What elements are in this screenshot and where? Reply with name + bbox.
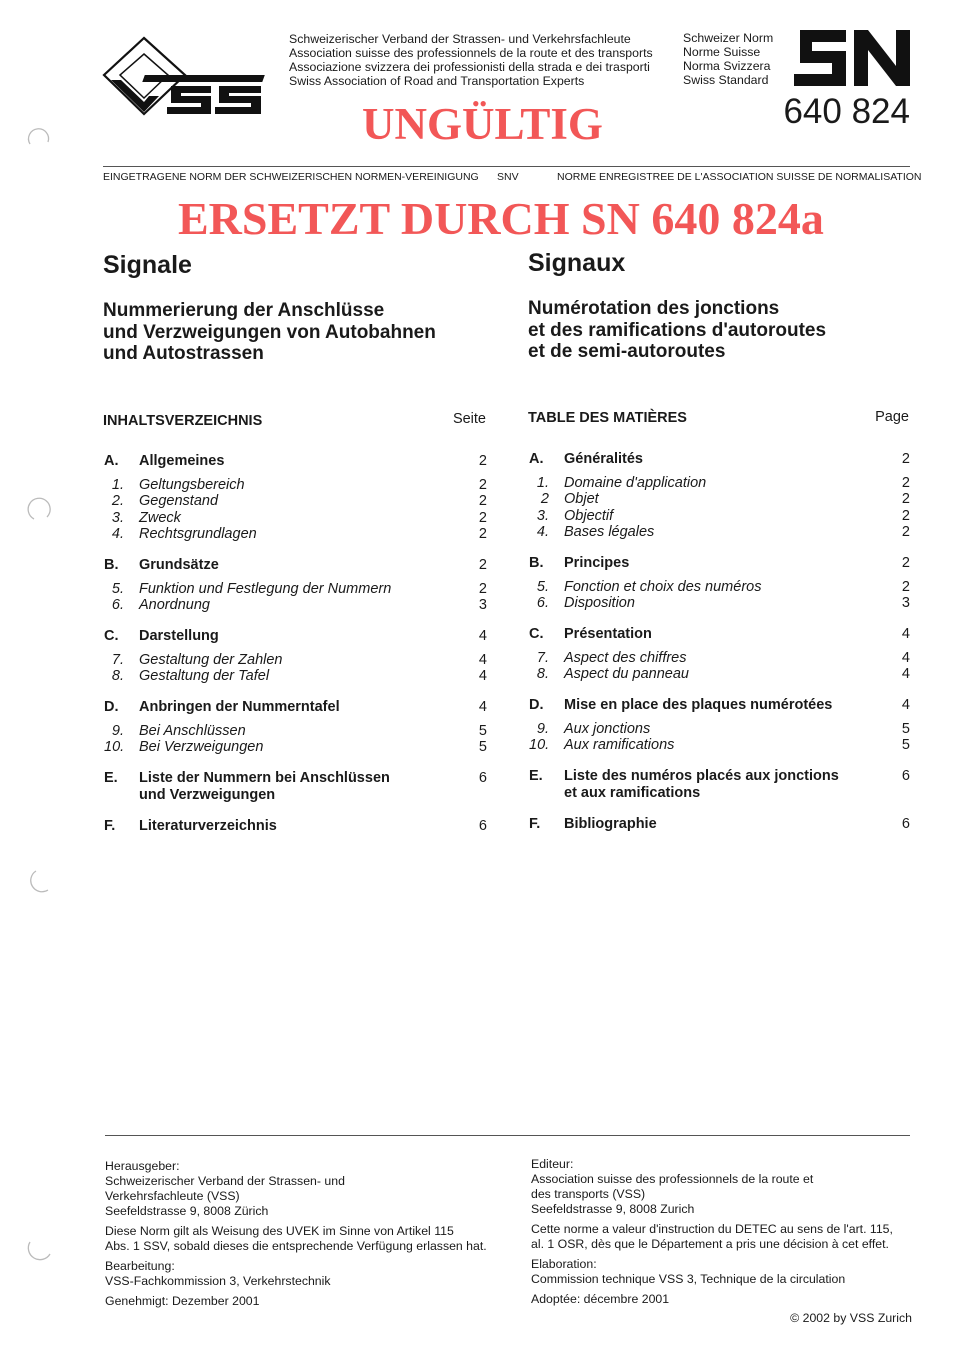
approval-date: Genehmigt: Dezember 2001: [105, 1294, 260, 1308]
sn-logo-n: [854, 30, 910, 86]
item-page: 2: [901, 474, 910, 491]
section-title: Présentation: [564, 626, 652, 642]
publisher-label: Herausgeber:: [105, 1159, 180, 1173]
toc-item: [529, 721, 910, 738]
toc-section-heading: [104, 628, 487, 645]
publisher-label: Editeur:: [531, 1157, 574, 1171]
vss-logo-swoosh-top: [142, 75, 265, 82]
document-subtitle-fr: [528, 298, 826, 363]
item-number: 7.: [536, 649, 549, 666]
norm-type-de: Schweizer Norm: [683, 31, 774, 45]
editing-text: VSS-Fachkommission 3, Verkehrstechnik: [105, 1274, 331, 1288]
item-title: Fonction et choix des numéros: [564, 578, 762, 595]
section-letter: E.: [529, 768, 543, 784]
item-number: 3.: [111, 509, 124, 526]
item-page: 5: [478, 722, 487, 739]
subtitle-line: Nummerierung der Anschlüsse: [103, 300, 385, 321]
editing-block: [531, 1257, 911, 1287]
toc-section-heading: [104, 699, 487, 716]
section-title: Mise en place des plaques numérotées: [564, 697, 833, 713]
item-number: 7.: [111, 651, 124, 668]
toc-section-c: [529, 626, 910, 683]
publisher-line: Schweizerischer Verband der Strassen- und: [105, 1174, 345, 1188]
section-title-line-2: und Verzweigungen: [139, 786, 276, 803]
section-letter: B.: [104, 557, 119, 573]
item-number: 1.: [536, 474, 549, 491]
org-name-en: Swiss Association of Road and Transportation Experts: [289, 74, 585, 88]
vss-logo: [101, 36, 281, 118]
toc-item: [104, 581, 487, 598]
subtitle-line: und Autostrassen: [103, 343, 264, 364]
org-name-de: Schweizerischer Verband der Strassen- und Verkehrsfachleute: [289, 32, 631, 46]
item-title: Disposition: [564, 595, 635, 611]
item-title: Bei Verzweigungen: [139, 739, 264, 755]
publisher-line: des transports (VSS): [531, 1187, 646, 1201]
item-page: 2: [478, 493, 487, 509]
section-page: 2: [901, 451, 910, 467]
org-name-it: Associazione svizzera dei professionisti della strada e dei trasporti: [289, 60, 650, 74]
toc-section-heading: [529, 451, 910, 468]
toc-section-heading-continued: [529, 785, 910, 802]
standard-number: 640 824: [783, 92, 910, 131]
toc-section-heading: [529, 697, 910, 714]
section-letter: D.: [104, 699, 119, 715]
item-page: 4: [478, 668, 487, 684]
toc-section-f: [529, 816, 910, 833]
toc-section-c: [104, 628, 487, 685]
item-page: 2: [901, 524, 910, 540]
toc-item: [529, 666, 910, 683]
toc-item: [529, 579, 910, 596]
item-number: 9.: [111, 722, 124, 739]
section-title: Grundsätze: [139, 557, 219, 573]
punch-hole-mark: [26, 1238, 52, 1264]
item-title: Geltungsbereich: [139, 476, 245, 493]
directive-line: Cette norme a valeur d'instruction du DETEC au sens de l'art. 115,: [531, 1222, 893, 1236]
table-of-contents-fr: [529, 451, 910, 847]
document-subtitle-de: [103, 300, 436, 365]
toc-item: [529, 508, 910, 525]
registration-snv: SNV: [497, 171, 519, 183]
publisher-line: Verkehrsfachleute (VSS): [105, 1189, 240, 1203]
toc-item: [104, 739, 487, 756]
item-number: 3.: [536, 507, 549, 524]
item-title: Aspect des chiffres: [564, 649, 687, 666]
subtitle-line: und Verzweigungen von Autobahnen: [103, 321, 436, 343]
toc-section-heading: [104, 818, 487, 835]
toc-section-a: [529, 451, 910, 541]
section-page: 6: [901, 768, 910, 784]
section-letter: F.: [104, 817, 116, 834]
item-page: 2: [478, 526, 487, 542]
page-title-de: Signale: [103, 251, 192, 279]
toc-item: [529, 491, 910, 508]
toc-heading-de: INHALTSVERZEICHNIS: [103, 413, 263, 429]
toc-section-e: [104, 770, 487, 803]
item-title: Aux ramifications: [564, 737, 675, 753]
footer-fr: [531, 1157, 911, 1312]
section-title: Allgemeines: [139, 453, 225, 469]
section-page: 6: [901, 815, 910, 832]
directive-line: Diese Norm gilt als Weisung des UVEK im Sinne von Artikel 115: [105, 1224, 454, 1238]
section-title: Principes: [564, 555, 630, 571]
toc-section-a: [104, 453, 487, 543]
norm-type-names: [683, 31, 773, 87]
toc-item: [104, 597, 487, 614]
toc-section-e: [529, 768, 910, 801]
item-title: Aspect du panneau: [564, 666, 689, 682]
section-letter: A.: [104, 453, 119, 469]
punch-hole-mark: [26, 124, 52, 150]
toc-section-heading: [529, 816, 910, 833]
section-page: 4: [901, 626, 910, 642]
sn-logo-s: [794, 30, 846, 86]
copyright-notice: © 2002 by VSS Zurich: [790, 1311, 912, 1325]
item-title: Objet: [564, 491, 599, 507]
org-name-fr: Association suisse des professionnels de la route et des transports: [289, 46, 653, 60]
vss-logo-s1: [167, 86, 211, 114]
directive-block: [105, 1224, 495, 1254]
toc-item: [104, 493, 487, 510]
punch-hole-mark: [26, 496, 52, 522]
toc-section-d: [104, 699, 487, 756]
subtitle-line: Numérotation des jonctions: [528, 298, 780, 319]
item-page: 5: [901, 720, 910, 737]
section-title: Liste des numéros placés aux jonctions: [564, 768, 839, 784]
norm-type-fr: Norme Suisse: [683, 45, 761, 59]
toc-heading-fr: TABLE DES MATIÈRES: [528, 410, 687, 426]
item-number: 2.: [111, 493, 124, 509]
section-title-line-2: et aux ramifications: [564, 784, 701, 801]
item-title: Objectif: [564, 507, 614, 524]
section-page: 2: [478, 453, 487, 469]
section-page: 6: [478, 817, 487, 834]
item-page: 4: [901, 666, 910, 682]
toc-item: [529, 524, 910, 541]
item-title: Zweck: [139, 509, 181, 526]
section-title: Darstellung: [139, 628, 219, 644]
footer-de: [105, 1159, 495, 1314]
subtitle-line: et des ramifications d'autoroutes: [528, 319, 827, 341]
organisation-names: [289, 32, 653, 88]
item-number: 6.: [111, 597, 124, 613]
section-letter: C.: [104, 628, 119, 644]
publisher-line: Seefeldstrasse 9, 8008 Zurich: [531, 1202, 695, 1216]
section-page: 4: [478, 628, 487, 644]
item-number: 9.: [536, 720, 549, 737]
publisher-block: [105, 1159, 495, 1219]
section-title: Literaturverzeichnis: [139, 817, 277, 834]
toc-section-b: [529, 555, 910, 612]
item-page: 2: [478, 476, 487, 493]
editing-label: Elaboration:: [531, 1257, 597, 1271]
toc-section-heading: [104, 770, 487, 787]
approval-date: Adoptée: décembre 2001: [531, 1292, 670, 1306]
item-title: Aux jonctions: [564, 720, 651, 737]
item-page: 2: [901, 507, 910, 524]
item-page: 3: [901, 595, 910, 611]
item-title: Gestaltung der Zahlen: [139, 651, 283, 668]
toc-item: [104, 668, 487, 685]
toc-section-heading: [104, 557, 487, 574]
registration-divider: [103, 166, 910, 167]
toc-item: [104, 652, 487, 669]
publisher-line: Association suisse des professionnels de la route et: [531, 1172, 814, 1186]
vss-logo-s2: [215, 86, 261, 114]
item-page: 3: [478, 597, 487, 613]
item-page: 2: [478, 580, 487, 597]
section-title: Liste der Nummern bei Anschlüssen: [139, 770, 390, 786]
item-number: 1.: [111, 476, 124, 493]
registration-text-fr: NORME ENREGISTREE DE L'ASSOCIATION SUISSE DE NORMALISATION: [557, 171, 922, 183]
toc-item: [104, 477, 487, 494]
editing-text: Commission technique VSS 3, Technique de la circulation: [531, 1272, 846, 1286]
item-page: 4: [901, 649, 910, 666]
directive-line: Abs. 1 SSV, sobald dieses die entsprechende Verfügung erlassen hat.: [105, 1239, 487, 1253]
item-title: Anordnung: [139, 597, 210, 613]
item-title: Funktion und Festlegung der Nummern: [139, 580, 392, 597]
page-title-fr: Signaux: [528, 249, 626, 277]
publisher-line: Seefeldstrasse 9, 8008 Zürich: [105, 1204, 269, 1218]
item-title: Rechtsgrundlagen: [139, 526, 257, 542]
toc-item: [529, 595, 910, 612]
toc-page-heading-de: Seite: [452, 411, 486, 427]
item-number: 4.: [111, 526, 124, 542]
section-title: Bibliographie: [564, 815, 657, 832]
section-page: 2: [478, 557, 487, 573]
item-page: 2: [478, 509, 487, 526]
toc-item: [104, 723, 487, 740]
item-number: 10.: [104, 739, 125, 755]
norm-type-it: Norma Svizzera: [683, 59, 771, 73]
toc-page-heading-fr: Page: [875, 409, 909, 425]
section-letter: F.: [529, 815, 541, 832]
sn-logo: [794, 30, 910, 86]
item-title: Gestaltung der Tafel: [139, 668, 270, 684]
item-number: 2: [540, 491, 549, 507]
section-letter: D.: [529, 697, 544, 713]
footer-divider: [105, 1135, 910, 1136]
registration-text-de: EINGETRAGENE NORM DER SCHWEIZERISCHEN NORMEN-VEREINIGUNG: [103, 171, 479, 183]
item-title: Domaine d'application: [564, 474, 707, 491]
item-title: Gegenstand: [139, 493, 219, 509]
section-page: 4: [901, 697, 910, 713]
section-title: Généralités: [564, 451, 643, 467]
toc-item: [104, 510, 487, 527]
toc-item: [529, 737, 910, 754]
item-number: 10.: [529, 737, 550, 753]
section-letter: C.: [529, 626, 544, 642]
item-number: 6.: [536, 595, 549, 611]
toc-section-heading: [104, 453, 487, 470]
directive-line: al. 1 OSR, dès que le Département a pris une décision à cet effet.: [531, 1237, 889, 1251]
toc-item: [529, 475, 910, 492]
toc-section-f: [104, 818, 487, 835]
item-number: 5.: [111, 580, 124, 597]
editing-label: Bearbeitung:: [105, 1259, 175, 1273]
norm-type-en: Swiss Standard: [683, 73, 769, 87]
subtitle-line: et de semi-autoroutes: [528, 341, 726, 362]
directive-block: [531, 1222, 911, 1252]
section-title: Anbringen der Nummerntafel: [139, 699, 340, 715]
toc-section-d: [529, 697, 910, 754]
section-page: 2: [901, 555, 910, 571]
punch-hole-mark: [26, 868, 52, 894]
toc-section-heading: [529, 626, 910, 643]
section-letter: E.: [104, 770, 118, 786]
toc-section-b: [104, 557, 487, 614]
toc-section-heading: [529, 768, 910, 785]
table-of-contents-de: [104, 453, 487, 849]
section-page: 4: [478, 699, 487, 715]
item-page: 2: [901, 578, 910, 595]
item-number: 8.: [111, 668, 124, 684]
item-number: 8.: [536, 666, 549, 682]
toc-section-heading: [529, 555, 910, 572]
item-title: Bases légales: [564, 524, 655, 540]
item-page: 5: [478, 739, 487, 755]
toc-section-heading-continued: [104, 787, 487, 804]
editing-block: [105, 1259, 495, 1289]
publisher-block: [531, 1157, 911, 1217]
item-page: 5: [901, 737, 910, 753]
item-number: 5.: [536, 578, 549, 595]
item-title: Bei Anschlüssen: [139, 722, 246, 739]
toc-item: [529, 650, 910, 667]
toc-item: [104, 526, 487, 543]
replaced-by-stamp: ERSETZT DURCH SN 640 824a: [178, 193, 824, 244]
item-number: 4.: [536, 524, 549, 540]
item-page: 2: [901, 491, 910, 507]
item-page: 4: [478, 651, 487, 668]
section-letter: B.: [529, 555, 544, 571]
invalid-stamp: UNGÜLTIG: [362, 99, 603, 149]
section-letter: A.: [529, 451, 544, 467]
section-page: 6: [478, 770, 487, 786]
